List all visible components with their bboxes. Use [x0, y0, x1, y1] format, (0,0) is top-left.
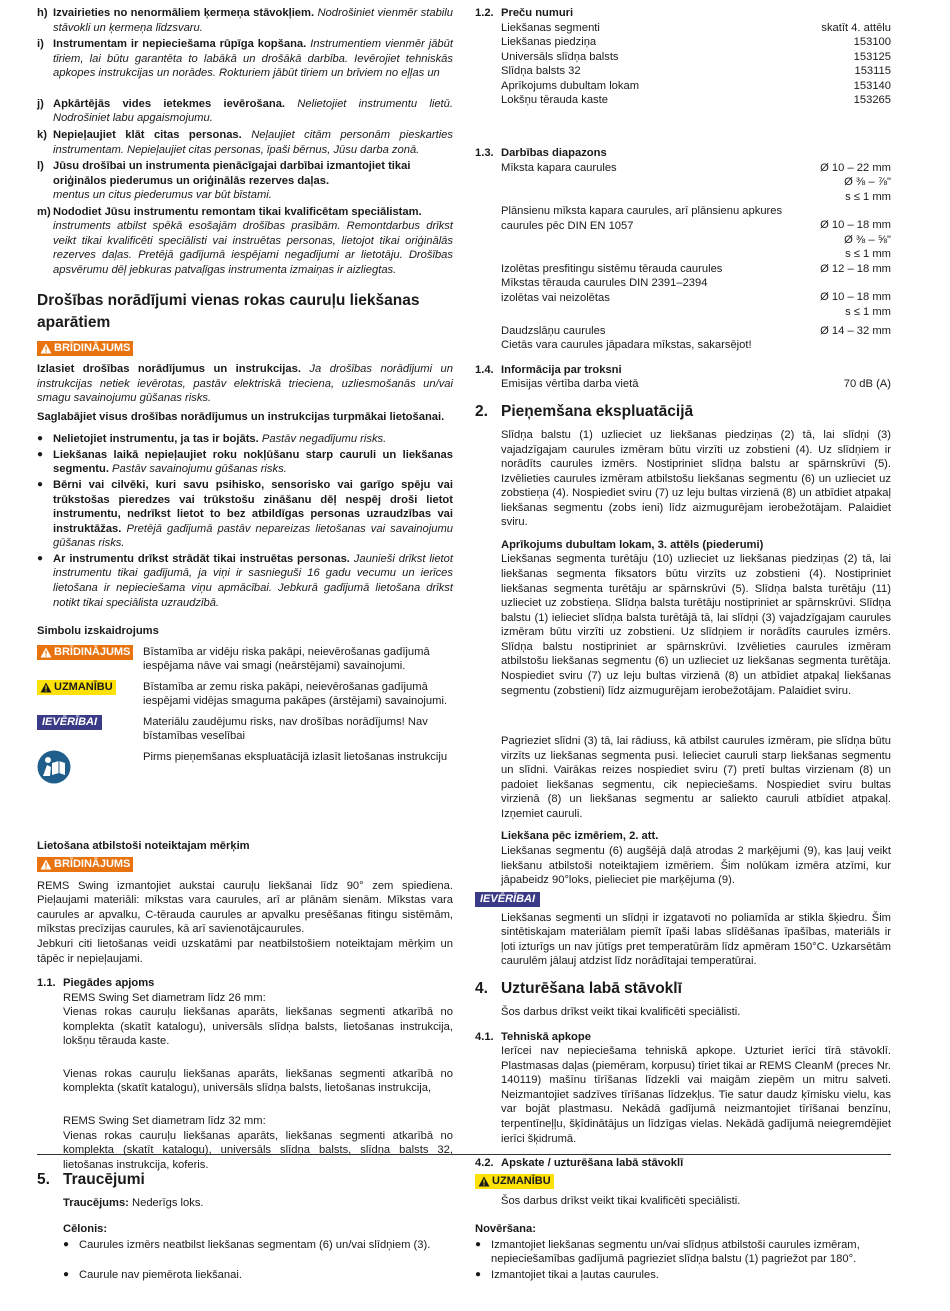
bullet-item: ● Bērni vai cilvēki, kuri savu psihisko, sensorisko vai garīgo spēju vai trūkstošas pieredzes vai trūkstošu zināšanu dēļ nespēj droši lietot instrumentu, nedrīkst lietot to bez atbildīgas personas uzraudzības vai instruktāžas. Pretējā gadījumā pastāv nepareizas lietošanas vai savainojumu gūšanas risks.	[37, 479, 453, 550]
range-note: Cietās vara caurules jāpadara mīkstas, sakarsējot!	[501, 339, 752, 352]
warning-badge: BRĪDINĀJUMS	[37, 341, 133, 356]
table-row: Daudzslāņu caurules Ø 14 – 32 mm	[501, 324, 891, 337]
right-column	[475, 6, 891, 1209]
table-row: Lokšņu tērauda kaste 153265	[501, 94, 891, 107]
maintenance-paragraph: Ierīcei nav nepieciešama tehniskā apkope. Uzturiet ierīci tīrā stāvoklī. Plastmasas daļas (piemēram, korpusu) tīriet tikai ar REMS CleanM (preces Nr. 140119) mašīnu tīrīšanas līdzekli vai maigām ziepēm un mitru salveti. Neizmantojiet sadzīves tīrīšanas līdzekļus. Tie satur daudz ķīmisku vielu, kas var bojāt plastmasu. Nekādā gadījumā neizmantojiet tīrīšanai benzīnu, terpentīneļļu, šķīdinātājus un līdzīgas vielas. Nekādā gadījumā neiegremdējiet ierīci šķidrumā.	[501, 1045, 891, 1145]
material-paragraph: Liekšanas segmenti un slīdņi ir izgatavoti no poliamīda ar stikla šķiedru. Šim sintētiskajam materiālam piemīt īpaši labas slīdēšanas īpašības, materiāls ir ļoti izturīgs un nav jūtīgs pret temperatūrām līdz apmēram 150°C. Uzkarsētām caurulēm jālauj atdzist līdz norādītajai temperatūrai.	[501, 911, 891, 968]
table-row: Mīksta kapara caurules Ø 10 – 22 mm Ø ⅜ – ⅞" s ≤ 1 mm	[501, 161, 891, 203]
delivery-set-26: REMS Swing Set diametram līdz 26 mm: Vienas rokas cauruļu liekšanas aparāts, liekšanas segmenti atkarībā no komplekta (skatīt katalogu), universāls slīdņa balsts, lietošanas instrukcija, lokšņu tērauda kaste. Vienas rokas cauruļu liekšanas aparāts, liekšanas segmenti atkarībā no komplekta (skatīt katalogu), universāls slīdņa balsts, lietošanas instrukcija, REMS Swing Set diametram līdz 32 mm: Vienas rokas cauruļu liekšanas aparāts, liekšanas segmenti atkarībā no komplekta (skatīt katalogu), universāls slīdņa balsts, slīdņa balsts 32, lietošanas instrukcija, koferis.	[63, 991, 453, 1171]
caution-triangle-icon	[40, 682, 52, 693]
double-bend-paragraph: Liekšanas segmenta turētāju (10) uzlieciet uz liekšanas piedziņas (2) tā, lai liekšanas segmenta fiksators būtu virzīts uz zobstieni (4). Nostipriniet liekšanas segmenta turētāju ar spārnskrūvi (5). Slīdņa balsta turētāju (11) uzlieciet uz zobstieņa. Slīdņa balsta turētāju nostipriniet ar spārnskrūvi. Slīdņa balstu (1) ielieciet slīdņa balsta turētājā tā, lai slīdņi (3) vajadzīgajam caurules izmēram būtu virzīti uz zobstieni. Uz slīdņiem ir norādīts caurules izmērs. Slīdņa balstu nostipriniet ar spārnskrūvi. Izvēlieties caurules izmēram atbilstošu liekšanas segmentu (6) un uzlieciet uz liekšanas segmenta turētāja. Nospiediet sviru (7) uz leju bultas virzienā (8) un atbīdiet atpakaļ liekšanas segmentu (zobstieni) līdz aizmugurējam ierobežotājam. Palaidiet sviru.	[501, 553, 891, 697]
section-5-title: 5. Traucējumi	[37, 1171, 145, 1188]
table-row: Universāls slīdņa balsts 153125	[501, 50, 891, 63]
warning-triangle-icon	[40, 647, 52, 658]
usage-paragraph: REMS Swing izmantojiet aukstai cauruļu liekšanai līdz 90° zem spiediena. Pieļaujami materiāli: mīkstas vara caurules, arī ar plānām sienām. Mīkstas vara caurules ar apvalku, C-tērauda caurules ar apvalku presēšanas fitingu sistēmām, mīkstas precīzijas caurules, kā arī savienotājcaurules.	[37, 879, 453, 936]
table-row: Aprīkojums dubultam lokam 153140	[501, 79, 891, 92]
warning-triangle-icon	[40, 859, 52, 870]
fault-line: Traucējums: Nederīgs loks.	[63, 1197, 204, 1210]
note-badge: IEVĒRĪBAI	[37, 715, 102, 730]
table-row: Liekšanas piedziņa 153100	[501, 36, 891, 49]
range-table	[501, 161, 891, 353]
section-title-safety: Drošības norādījumi vienas rokas cauruļu liekšanas aparātiem	[37, 291, 420, 332]
paragraph-keep-instructions: Saglabājiet visus drošības norādījumus un instrukcijas turpmākai lietošanai.	[37, 410, 445, 423]
list-item: ● Caurules izmērs neatbilst liekšanas segmentam (6) un/vai slīdņiem (3).	[63, 1238, 431, 1251]
bullet-item: ● Liekšanas laikā nepieļaujiet roku nokļūšanu starp cauruli un liekšanas segmentu. Pastāv savainojumu gūšanas risks.	[37, 448, 453, 476]
subsection-4-1: 4.1. Tehniskā apkope	[475, 1030, 591, 1043]
usage-title: Lietošana atbilstoši noteiktajam mērķim	[37, 839, 250, 852]
cause-column: Cēlonis: ● Caurules izmērs neatbilst liekšanas segmentam (6) un/vai slīdņiem (3). ● Caurule nav piemērota liekšanai.	[63, 1222, 463, 1284]
double-bend-title: Aprīkojums dubultam lokam, 3. attēls (piederumi)	[501, 538, 764, 551]
list-item-m: m) Nododiet Jūsu instrumentu remontam tikai kvalificētam speciālistam. instruments atbilst spēkā esošajām drošības prasībām. Remontdarbus drīkst veikt tikai kvalificēti speciālisti vai instruētas personas, lietojot tikai oriģinālās rezerves daļas. Pretējā gadījumā iespējami negadījumi ar lietotāju. Drošības apsvērumu dēļ jebkuras patvaļīgas instrumenta izmaiņas ir aizliegtas.	[37, 205, 453, 276]
usage-paragraph-2: Jebkuri citi lietošanas veidi uzskatāmi par neatbilstošiem noteiktajam mērķim un tāpēc ir nepieļaujami.	[37, 937, 453, 965]
symbol-row-caution: UZMANĪBU Bīstamība ar zemu riska pakāpi, neievērošanas gadījumā iespējami vidējas smaguma pakāpes (ārstējami) savainojumi.	[37, 680, 453, 709]
bullet-item: ● Nelietojiet instrumentu, ja tas ir bojāts. Pastāv negadījumu risks.	[37, 433, 387, 446]
size-bending-title: Liekšana pēc izmēriem, 2. att.	[501, 830, 659, 843]
left-column	[37, 6, 453, 1172]
caution-badge: UZMANĪBU	[475, 1174, 554, 1189]
subsection-1-4: 1.4. Informācija par troksni	[475, 363, 622, 376]
section-2-title: 2. Pieņemšana ekspluatācijā	[475, 402, 694, 420]
caution-badge: UZMANĪBU	[37, 680, 116, 695]
list-item-k: k) Nepieļaujiet klāt citas personas. Neļaujiet citām personām pieskarties instrumentam. Nepieļaujiet citas personas, īpaši bērnus, Jūsu darba zonā.	[37, 128, 453, 156]
warning-triangle-icon	[40, 343, 52, 354]
table-row: Slīdņa balsts 32 153115	[501, 65, 891, 78]
inspection-paragraph: Šos darbus drīkst veikt tikai kvalificēti speciālisti.	[501, 1195, 741, 1208]
bullet-item: ● Ar instrumentu drīkst strādāt tikai instruētas personas. Jaunieši drīkst lietot instrumentu tikai gadījumā, ja viņi ir sasnieguši 16 gadu vecumu un ierīces lietošana ir nepieciešama viņu apmācībai. Jebkurā gadījumā lietošana drīkst notikt tikai speciālista uzraudzībā.	[37, 552, 453, 609]
warning-badge: BRĪDINĀJUMS	[37, 857, 133, 872]
list-item-l: l) Jūsu drošībai un instrumenta pienācīgajai darbībai izmantojiet tikai oriģinālos piederumus un oriģinālās rezerves daļas. mentus un citus piederumus var būt bīstami.	[37, 160, 411, 202]
list-item: ● Izmantojiet tikai a ļautas caurules.	[475, 1268, 659, 1281]
subsection-4-2: 4.2. Apskate / uzturēšana labā stāvoklī	[475, 1157, 684, 1170]
symbol-row-note: IEVĒRĪBAI Materiālu zaudējumu risks, nav drošības norādījums! Nav bīstamības veselībai	[37, 715, 453, 744]
symbol-row-manual: Pirms pieņemšanas ekspluatācijā izlasīt lietošanas instrukciju	[37, 750, 453, 789]
list-item-j: j) Apkārtējās vides ietekmes ievērošana. Nelietojiet instrumentu lietū. Nodrošiniet labu apgaismojumu.	[37, 97, 453, 125]
noise-row: Emisijas vērtība darba vietā 70 dB (A)	[501, 378, 891, 391]
section-4-title: 4. Uzturēšana labā stāvoklī	[475, 979, 682, 997]
section-divider	[37, 1154, 891, 1155]
subsection-1-2: 1.2. Preču numuri	[475, 7, 574, 19]
parts-table	[501, 21, 891, 108]
warning-badge: BRĪDINĀJUMS	[37, 645, 133, 660]
commissioning-paragraph: Slīdņa balstu (1) uzlieciet uz liekšanas piedziņas (2) tā, lai slīdņi (3) vajadzīgajam caurules izmēram būtu virzīti uz zobstieni (4). Uz slīdņiem ir norādīts caurules izmērs. Nostipriniet slīdņa balstu ar spārnskrūvi (5). Izvēlieties caurules izmēram atbilstošu liekšanas segmentu (6) un uzlieciet uz zobstieņa (4). Nospiediet sviru (7) uz leju bultas virzienā (8) un atbīdiet atpakaļ liekšanas segmentu (zobs ieni) līdz aizmugurējam ierobežotājam. Palaidiet sviru.	[501, 428, 891, 529]
list-item-i: i) Instrumentam ir nepieciešama rūpīga kopšana. Instrumentiem vienmēr jābūt tīriem, lai būtu garantēta to labākā un drošākā darbība. Ievērojiet tehniskās apkopes instrukcijas un norādes. Rokturiem jābūt tīriem un brīviem no eļļas un	[37, 38, 453, 80]
list-item-h: h) Izvairieties no nenormāliem ķermeņa stāvokļiem. Nodrošiniet vienmēr stabilu stāvokli un ķermeņa līdzsvaru.	[37, 7, 453, 34]
note-badge: IEVĒRĪBAI	[475, 892, 540, 907]
list-item: ● Caurule nav piemērota liekšanai.	[63, 1269, 242, 1282]
table-row: Mīkstas tērauda caurules DIN 2391–2394 izolētas vai neizolētas Ø 10 – 18 mm s ≤ 1 mm	[501, 277, 891, 318]
subsection-1-1: 1.1. Piegādes apjoms	[37, 977, 155, 990]
symbol-row-warning: BRĪDINĀJUMS Bīstamība ar vidēju riska pakāpi, neievērošanas gadījumā iespējama nāve vai smagi (neārstējami) savainojumi.	[37, 645, 453, 674]
size-bending-paragraph: Liekšanas segmentu (6) augšējā daļā atrodas 2 marķējumi (9), kas ļauj veikt liekšanu atbilstoši noteiktajiem izmēriem. Šim nolūkam izmēra atzīmi, kur jāpabeidz 90°loks, pielieciet pie marķējuma (9).	[501, 845, 891, 887]
maintenance-intro: Šos darbus drīkst veikt tikai kvalificēti speciālisti.	[501, 1006, 741, 1019]
subsection-1-3: 1.3. Darbības diapazons	[475, 146, 607, 159]
table-row: Liekšanas segmenti skatīt 4. attēlu	[501, 21, 891, 34]
table-row: Izolētas presfitingu sistēmu tērauda caurules Ø 12 – 18 mm	[501, 262, 891, 275]
bending-paragraph: Pagrieziet slīdni (3) tā, lai rādiuss, kā atbilst caurules izmēram, pie slīdņa būtu virzīts uz liekšanas segmenta pusi. Ielieciet cauruli starp liekšanas segmentu un slīdni. Vairākas reizes nospiediet sviru (7) pretī bultas virzienam (8) un padoiet liekšanas segmentu, cik nepieciešams. Nospiediet sviru bultas virzienā (8) un liekšanas segmentu ar saliekto cauruli atbīdiet atpakaļ. Izņemiet cauruli.	[501, 735, 891, 820]
table-row: Plānsienu mīksta kapara caurules, arī plānsienu apkures caurules pēc DIN EN 1057 Ø 10 – 18 mm Ø ⅜ – ⅝" s ≤ 1 mm	[501, 205, 891, 261]
remedy-column: Novēršana: ● Izmantojiet liekšanas segmentu un/vai slīdņus atbilstoši caurules izmēram, nepieciešamības gadījumā pagrieziet slīdņa balstu (1) pagriežot par 180°. ● Izmantojiet tikai a ļautas caurules.	[475, 1222, 891, 1283]
symbols-title: Simbolu izskaidrojums	[37, 625, 159, 638]
list-item: ● Izmantojiet liekšanas segmentu un/vai slīdņus atbilstoši caurules izmēram, nepieciešamības gadījumā pagrieziet slīdņa balstu (1) pagriežot par 180°.	[475, 1238, 860, 1266]
read-manual-icon	[37, 750, 71, 784]
faults-section	[37, 1170, 891, 1282]
paragraph-read-instructions: Izlasiet drošības norādījumus un instrukcijas. Ja drošības norādījumi un instrukcijas netiek ievērotas, pastāv elektriskā trieciena, uzliesmošanās un/vai smagu savainojumu gūšanas risks.	[37, 363, 453, 405]
